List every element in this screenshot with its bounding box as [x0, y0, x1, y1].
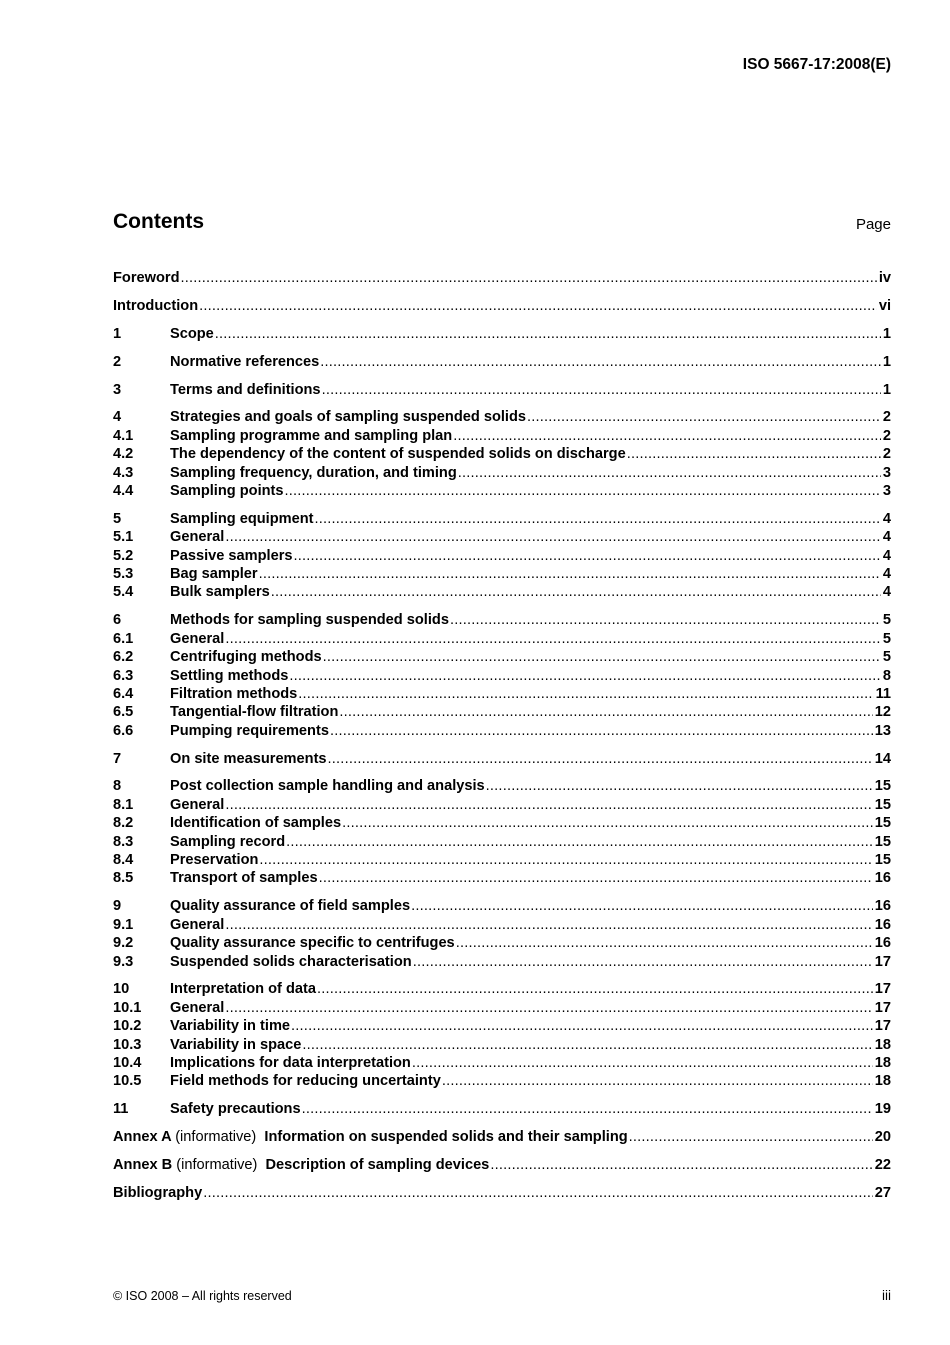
contents-heading: Contents	[113, 210, 204, 233]
toc-entry-title: Foreword	[113, 270, 180, 286]
toc-entry-number: 4.1	[113, 427, 134, 444]
toc-entry-number: 10.2	[113, 1018, 142, 1035]
toc-group	[113, 270, 891, 288]
toc-entry-title: Sampling equipment	[170, 510, 314, 527]
toc-entry[interactable]	[113, 354, 891, 372]
toc-group	[113, 778, 891, 888]
toc-entry-page: 12	[874, 704, 891, 721]
toc-entry-page: 13	[874, 722, 891, 739]
toc-entry-number: 6.1	[113, 630, 134, 647]
toc-entry-page: 16	[874, 916, 891, 933]
toc-entry-page: 15	[874, 815, 891, 832]
toc-entry-page: 2	[882, 409, 891, 426]
dot-leader	[320, 354, 881, 370]
toc-entry-title: Filtration methods	[170, 685, 298, 702]
annex-informative: (informative)	[175, 1129, 257, 1146]
dot-leader	[203, 1185, 873, 1201]
toc-entry-page: 4	[882, 566, 891, 583]
toc-entry-number: 11	[113, 1101, 129, 1118]
toc-entry-page: 16	[874, 935, 891, 952]
toc-entry[interactable]	[113, 465, 891, 483]
dot-leader	[629, 1129, 873, 1145]
toc-entry[interactable]	[113, 686, 891, 704]
dot-leader	[302, 1101, 873, 1117]
dot-leader	[317, 981, 873, 997]
toc-entry-page: iv	[878, 270, 891, 286]
dot-leader	[315, 511, 881, 527]
dot-leader	[225, 529, 881, 545]
dot-leader	[225, 797, 872, 813]
toc-entry[interactable]	[113, 298, 891, 316]
dot-leader	[225, 631, 881, 647]
toc-entry[interactable]	[113, 797, 891, 815]
toc-entry-title: Variability in space	[170, 1036, 302, 1053]
toc-entry[interactable]	[113, 723, 891, 741]
toc-entry-number: 9.1	[113, 916, 134, 933]
toc-group	[113, 981, 891, 1091]
toc-entry-page: 15	[874, 796, 891, 813]
toc-entry-title: General	[170, 529, 225, 546]
toc-entry-number: 9	[113, 898, 122, 915]
toc-entry[interactable]	[113, 852, 891, 870]
toc-entry-page: 18	[874, 1073, 891, 1090]
toc-entry-title: Methods for sampling suspended solids	[170, 612, 449, 629]
toc-entry[interactable]	[113, 1185, 891, 1203]
dot-leader	[456, 935, 873, 951]
toc-entry-title	[113, 1157, 489, 1173]
toc-entry-page: 17	[874, 981, 891, 998]
toc-entry-title: Strategies and goals of sampling suspended solids	[170, 409, 527, 426]
toc-entry-number: 4.4	[113, 483, 134, 500]
toc-entry-page: 16	[874, 898, 891, 915]
toc-group	[113, 1101, 891, 1119]
toc-entry[interactable]	[113, 1157, 891, 1175]
toc-entry-number: 10.5	[113, 1073, 142, 1090]
dot-leader	[450, 612, 881, 628]
dot-leader	[413, 954, 873, 970]
toc-group	[113, 382, 891, 400]
toc-entry-page: 18	[874, 1036, 891, 1053]
toc-entry[interactable]	[113, 954, 891, 972]
toc-entry-page: 2	[882, 427, 891, 444]
toc-entry-number: 6.6	[113, 722, 134, 739]
toc-entry[interactable]	[113, 428, 891, 446]
annex-subtitle: Description of sampling devices	[265, 1157, 490, 1174]
dot-leader	[294, 548, 881, 564]
dot-leader	[225, 917, 872, 933]
dot-leader	[527, 409, 881, 425]
toc-entry[interactable]	[113, 382, 891, 400]
toc-entry-title: Interpretation of data	[170, 981, 316, 998]
toc-entry-number: 5.1	[113, 529, 134, 546]
footer-page-number: iii	[882, 1288, 891, 1303]
toc-entry-number: 8.5	[113, 870, 134, 887]
toc-entry-title: Introduction	[113, 297, 199, 314]
toc-entry-page: 27	[874, 1184, 891, 1201]
toc-entry[interactable]	[113, 548, 891, 566]
toc-entry-number: 1	[113, 325, 122, 342]
toc-entry-page: 1	[882, 381, 891, 398]
toc-entry-page: 15	[874, 852, 891, 869]
toc-entry-page: 1	[882, 353, 891, 370]
toc-entry[interactable]	[113, 834, 891, 852]
toc-entry-title: Terms and definitions	[170, 381, 321, 398]
toc-entry-number: 8.4	[113, 852, 134, 869]
annex-subtitle: Information on suspended solids and their sampling	[264, 1129, 628, 1146]
toc-entry-title	[113, 1129, 628, 1145]
toc-entry-title: Tangential-flow filtration	[170, 704, 339, 721]
toc-entry-title: On site measurements	[170, 750, 327, 767]
toc-entry[interactable]	[113, 981, 891, 999]
toc-entry[interactable]	[113, 935, 891, 953]
toc-entry[interactable]	[113, 1129, 891, 1147]
toc-entry-title: Bibliography	[113, 1184, 203, 1201]
dot-leader	[215, 326, 881, 342]
toc-entry[interactable]	[113, 778, 891, 796]
dot-leader	[225, 1000, 872, 1016]
toc-group	[113, 1185, 891, 1203]
toc-group	[113, 298, 891, 316]
toc-entry[interactable]	[113, 446, 891, 464]
toc-entry-number: 5.2	[113, 547, 134, 564]
toc-entry-number: 4	[113, 409, 122, 426]
toc-entry-page: 5	[882, 630, 891, 647]
toc-group	[113, 354, 891, 372]
toc-entry-page: 8	[882, 667, 891, 684]
toc-group	[113, 751, 891, 769]
toc-entry[interactable]	[113, 1101, 891, 1119]
toc-entry-number: 5	[113, 510, 122, 527]
toc-entry-title: Sampling frequency, duration, and timing	[170, 464, 457, 481]
toc-entry[interactable]	[113, 566, 891, 584]
toc-entry[interactable]	[113, 1037, 891, 1055]
toc-entry-page: 20	[874, 1129, 891, 1146]
toc-entry-title: Preservation	[170, 852, 259, 869]
annex-label: Annex A	[113, 1129, 172, 1146]
toc-entry-title: General	[170, 630, 225, 647]
dot-leader	[339, 704, 872, 720]
toc-entry-title: Variability in time	[170, 1018, 291, 1035]
dot-leader	[271, 584, 881, 600]
toc-entry-title: General	[170, 916, 225, 933]
dot-leader	[323, 649, 881, 665]
dot-leader	[458, 465, 881, 481]
toc-entry-title: Sampling record	[170, 833, 286, 850]
dot-leader	[298, 686, 873, 702]
toc-entry-number: 6.2	[113, 649, 134, 666]
toc-entry-title: Settling methods	[170, 667, 289, 684]
toc-entry-title: Sampling programme and sampling plan	[170, 427, 453, 444]
toc-entry-number: 8.3	[113, 833, 134, 850]
toc-entry-page: 17	[874, 1018, 891, 1035]
toc-group	[113, 1157, 891, 1175]
toc-entry[interactable]	[113, 1018, 891, 1036]
toc-entry-page: 18	[874, 1054, 891, 1071]
toc-entry[interactable]	[113, 511, 891, 529]
toc-entry-page: 2	[882, 446, 891, 463]
toc-entry-page: 11	[875, 685, 891, 702]
toc-entry-page: 15	[874, 778, 891, 795]
toc-entry-number: 7	[113, 750, 122, 767]
toc-entry-title: Transport of samples	[170, 870, 318, 887]
toc-entry-number: 10.4	[113, 1054, 142, 1071]
toc-entry-title: The dependency of the content of suspended solids on discharge	[170, 446, 626, 463]
toc-entry[interactable]	[113, 704, 891, 722]
dot-leader	[411, 898, 873, 914]
toc-entry-number: 4.2	[113, 446, 134, 463]
dot-leader	[289, 668, 881, 684]
toc-entry[interactable]	[113, 917, 891, 935]
annex-informative: (informative)	[176, 1157, 258, 1174]
toc-entry[interactable]	[113, 1073, 891, 1091]
toc-entry-number: 6.4	[113, 685, 134, 702]
toc-entry-title: Quality assurance specific to centrifuges	[170, 935, 455, 952]
toc-entry-title: Suspended solids characterisation	[170, 953, 412, 970]
toc-entry-page: 17	[874, 953, 891, 970]
dot-leader	[330, 723, 873, 739]
footer-copyright: © ISO 2008 – All rights reserved	[113, 1289, 292, 1303]
toc-entry-title: Field methods for reducing uncertainty	[170, 1073, 441, 1090]
toc-group	[113, 409, 891, 501]
toc-group	[113, 1129, 891, 1147]
toc-entry-number: 6.5	[113, 704, 134, 721]
toc-entry-title: Centrifuging methods	[170, 649, 322, 666]
dot-leader	[199, 298, 877, 314]
toc-entry-number: 2	[113, 353, 122, 370]
dot-leader	[322, 382, 881, 398]
dot-leader	[319, 870, 873, 886]
toc-entry-number: 6	[113, 612, 122, 629]
toc-entry[interactable]	[113, 483, 891, 501]
toc-entry-page: 4	[882, 584, 891, 601]
dot-leader	[342, 815, 873, 831]
toc-entry-page: 4	[882, 547, 891, 564]
toc-entry-page: 15	[874, 833, 891, 850]
toc-entry[interactable]	[113, 612, 891, 630]
toc-entry-number: 10	[113, 981, 130, 998]
dot-leader	[412, 1055, 873, 1071]
toc-entry-page: 16	[874, 870, 891, 887]
toc-entry-title: Bulk samplers	[170, 584, 270, 601]
dot-leader	[442, 1073, 873, 1089]
toc-group	[113, 326, 891, 344]
toc-entry-number: 9.2	[113, 935, 134, 952]
toc-entry-number: 8	[113, 778, 122, 795]
dot-leader	[627, 446, 881, 462]
toc-entry-number: 6.3	[113, 667, 134, 684]
toc-entry-page: 4	[882, 529, 891, 546]
dot-leader	[328, 751, 873, 767]
dot-leader	[486, 778, 873, 794]
dot-leader	[291, 1018, 873, 1034]
toc-entry-title: Post collection sample handling and analysis	[170, 778, 485, 795]
annex-label: Annex B	[113, 1157, 173, 1174]
dot-leader	[259, 852, 872, 868]
dot-leader	[180, 270, 876, 286]
toc-entry[interactable]	[113, 1000, 891, 1018]
toc-entry-page: 1	[882, 325, 891, 342]
dot-leader	[285, 483, 881, 499]
toc-entry-title: Safety precautions	[170, 1101, 301, 1118]
toc-entry-page: 3	[882, 464, 891, 481]
toc-entry-title: General	[170, 796, 225, 813]
toc-entry-page: 14	[874, 750, 891, 767]
toc-entry[interactable]	[113, 1055, 891, 1073]
table-of-contents	[113, 270, 891, 1213]
toc-entry[interactable]	[113, 649, 891, 667]
toc-entry[interactable]	[113, 668, 891, 686]
toc-entry[interactable]	[113, 815, 891, 833]
toc-entry-page: 5	[882, 649, 891, 666]
toc-entry-number: 8.2	[113, 815, 134, 832]
toc-entry-page: 3	[882, 483, 891, 500]
toc-entry-number: 5.4	[113, 584, 134, 601]
toc-entry[interactable]	[113, 326, 891, 344]
toc-entry-page: vi	[878, 297, 891, 314]
dot-leader	[453, 428, 881, 444]
toc-entry-number: 8.1	[113, 796, 134, 813]
page-column-label: Page	[855, 216, 891, 233]
toc-entry-page: 19	[874, 1101, 891, 1118]
toc-entry-title: Quality assurance of field samples	[170, 898, 411, 915]
dot-leader	[302, 1037, 872, 1053]
toc-entry-title: General	[170, 999, 225, 1016]
toc-entry-number: 9.3	[113, 953, 134, 970]
toc-entry-number: 10.3	[113, 1036, 142, 1053]
toc-entry-number: 10.1	[113, 999, 142, 1016]
toc-entry[interactable]	[113, 409, 891, 427]
toc-group	[113, 612, 891, 741]
toc-entry-number: 5.3	[113, 566, 134, 583]
toc-entry-title: Identification of samples	[170, 815, 342, 832]
toc-entry[interactable]	[113, 751, 891, 769]
toc-entry-title: Normative references	[170, 353, 320, 370]
toc-entry-page: 22	[874, 1157, 891, 1174]
toc-entry[interactable]	[113, 584, 891, 602]
toc-entry-title: Bag sampler	[170, 566, 258, 583]
dot-leader	[286, 834, 873, 850]
toc-entry-number: 3	[113, 381, 122, 398]
dot-leader	[259, 566, 881, 582]
toc-entry-page: 5	[882, 612, 891, 629]
toc-entry-page: 4	[882, 510, 891, 527]
document-id: ISO 5667-17:2008(E)	[742, 56, 891, 73]
toc-entry-title: Scope	[170, 325, 214, 342]
toc-entry-number: 4.3	[113, 464, 134, 481]
toc-entry[interactable]	[113, 631, 891, 649]
toc-entry[interactable]	[113, 529, 891, 547]
toc-entry[interactable]	[113, 870, 891, 888]
toc-entry[interactable]	[113, 898, 891, 916]
toc-entry-title: Implications for data interpretation	[170, 1054, 411, 1071]
dot-leader	[490, 1157, 872, 1173]
toc-group	[113, 511, 891, 603]
toc-entry[interactable]	[113, 270, 891, 288]
toc-entry-title: Sampling points	[170, 483, 284, 500]
toc-entry-page: 17	[874, 999, 891, 1016]
toc-group	[113, 898, 891, 972]
toc-entry-title: Pumping requirements	[170, 722, 329, 739]
toc-entry-title: Passive samplers	[170, 547, 293, 564]
